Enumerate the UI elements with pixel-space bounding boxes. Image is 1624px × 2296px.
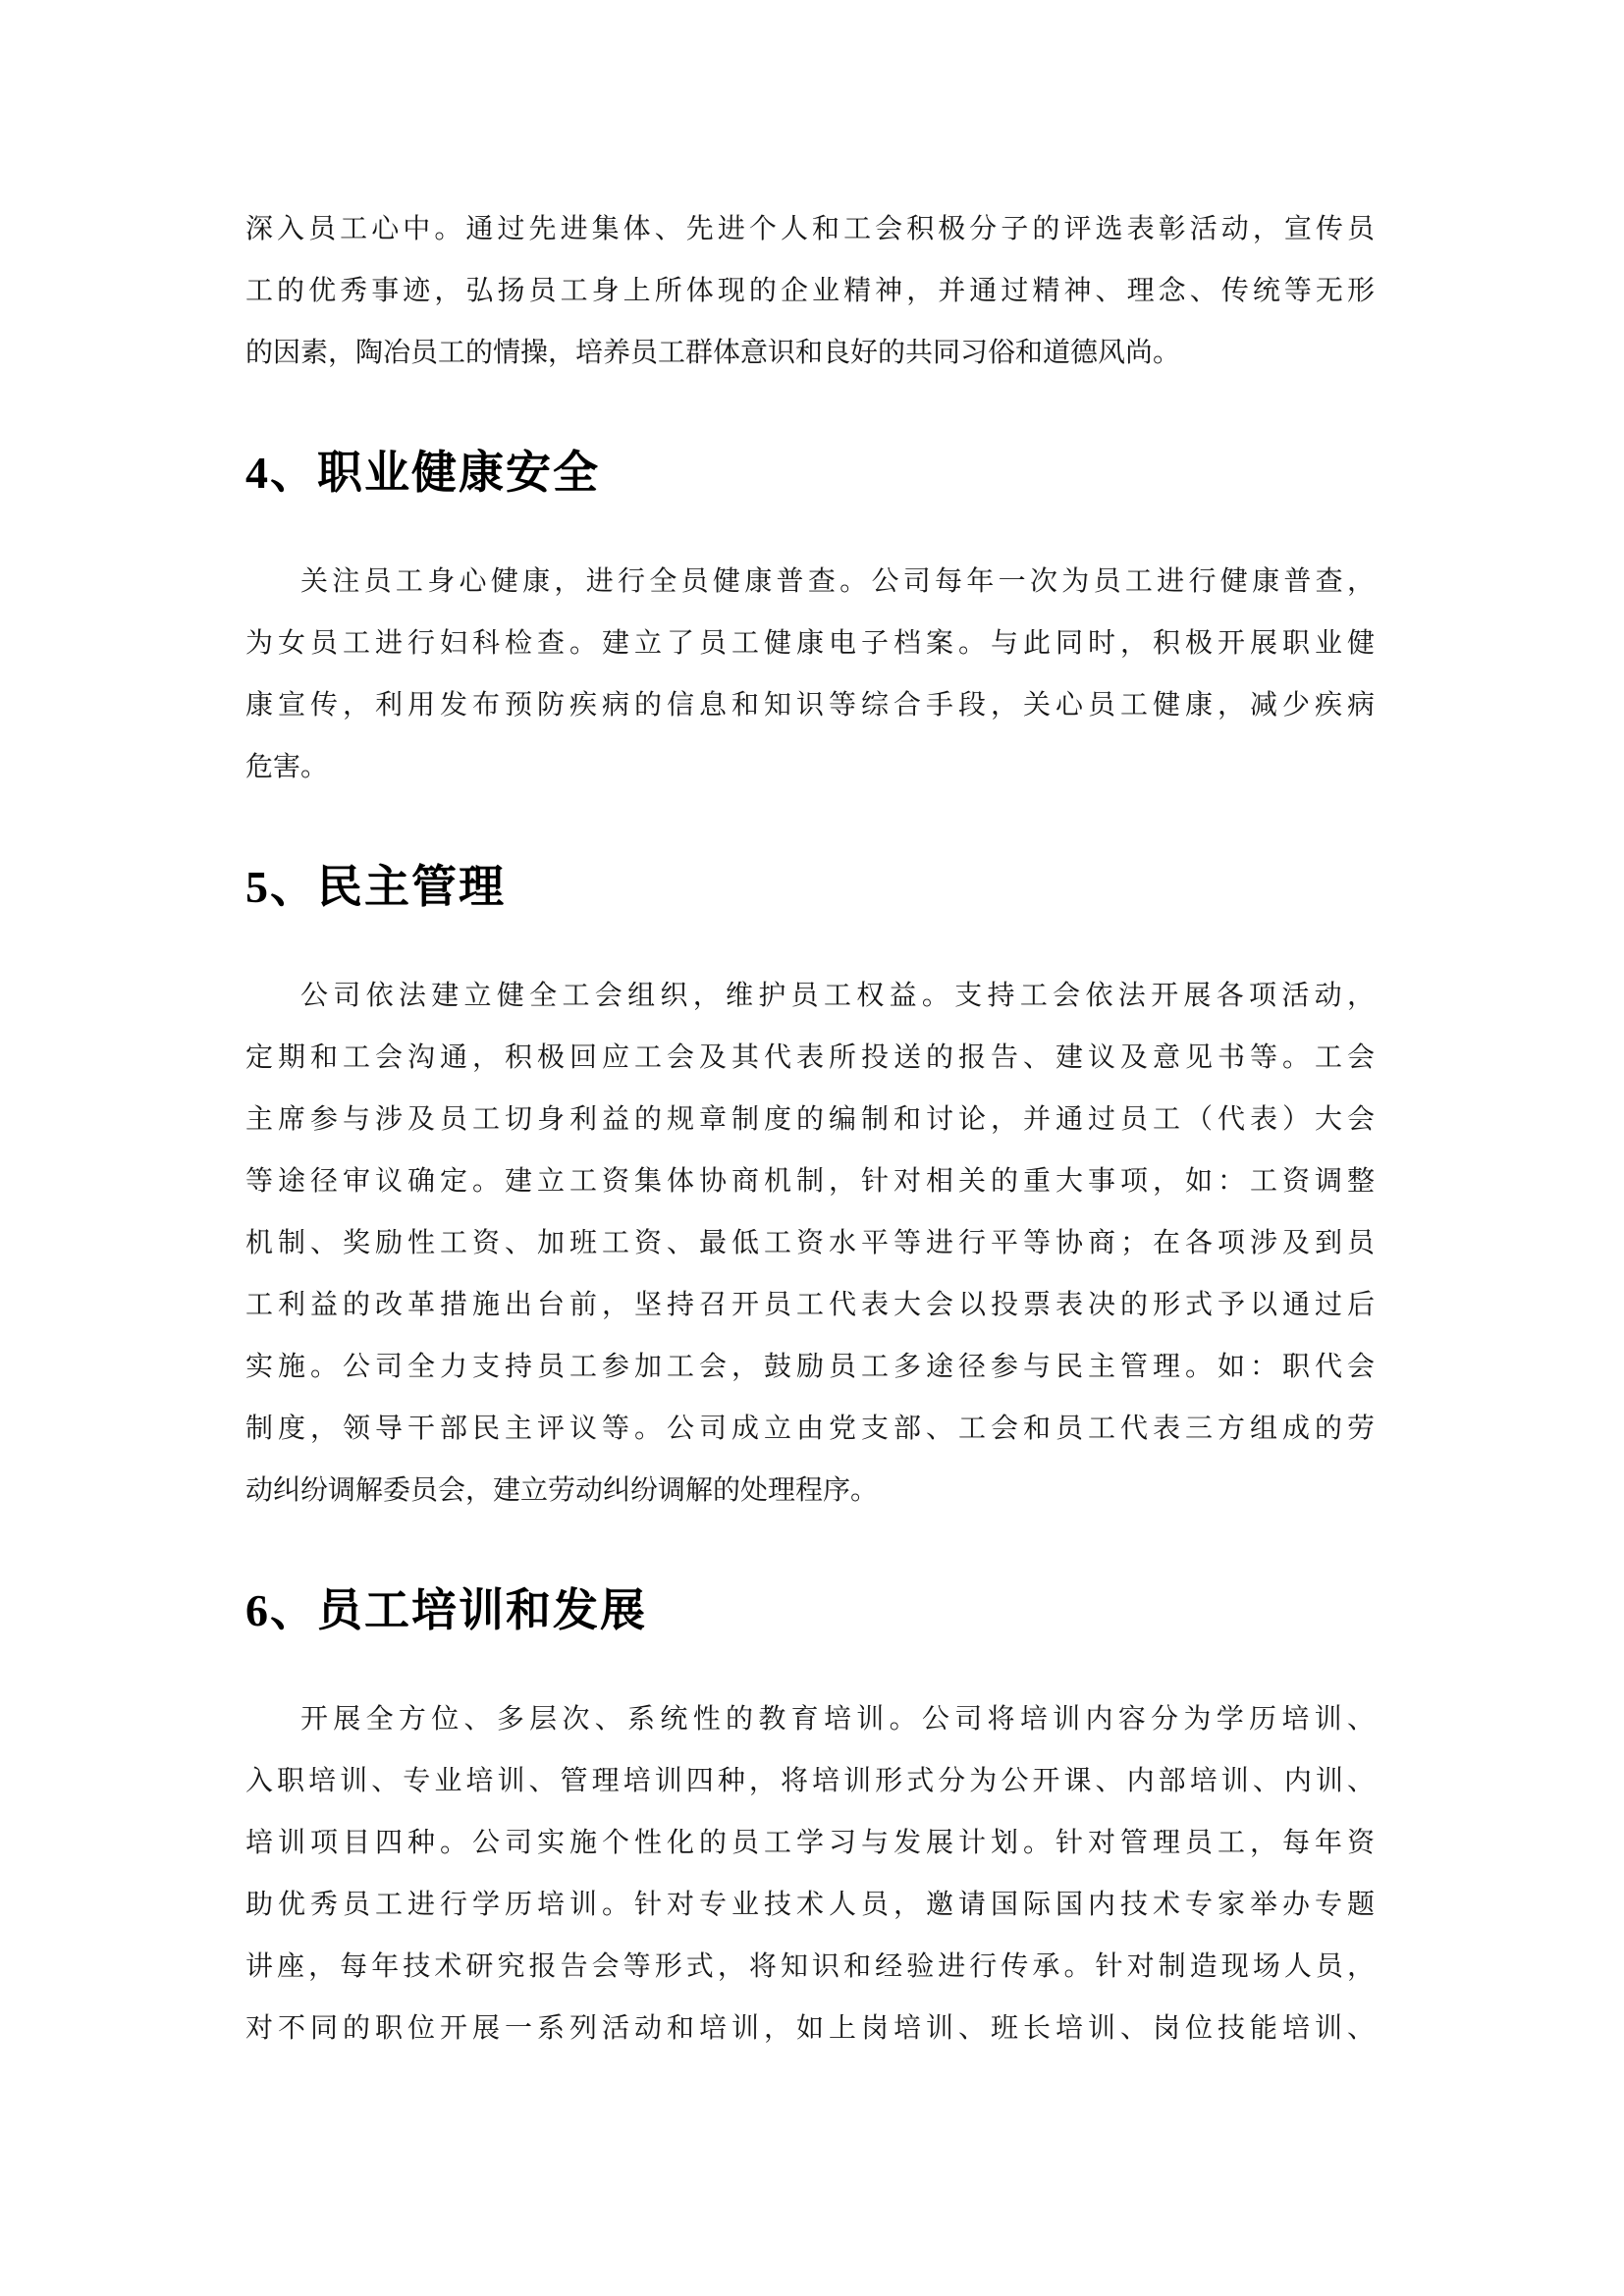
text-line: 动纠纷调解委员会，建立劳动纠纷调解的处理程序。: [245, 1475, 879, 1506]
section-heading-training-development: 6、员工培训和发展: [245, 1585, 647, 1635]
text-line: 讲座，每年技术研究报告会等形式，将知识和经验进行传承。针对制造现场人员，: [245, 1951, 1375, 1982]
text-line: 等途径审议确定。建立工资集体协商机制，针对相关的重大事项，如：工资调整: [245, 1166, 1375, 1197]
text-line: 公司依法建立健全工会组织，维护员工权益。支持工会依法开展各项活动，: [300, 981, 1375, 1011]
section-heading-occupational-health: 4、职业健康安全: [245, 448, 600, 498]
text-line: 关注员工身心健康，进行全员健康普查。公司每年一次为员工进行健康普查，: [300, 566, 1375, 597]
text-line: 为女员工进行妇科检查。建立了员工健康电子档案。与此同时，积极开展职业健: [245, 628, 1375, 659]
paragraph-training-development: [245, 1688, 1375, 2059]
section-heading-democratic-management: 5、民主管理: [245, 862, 506, 912]
text-line: 机制、奖励性工资、加班工资、最低工资水平等进行平等协商；在各项涉及到员: [245, 1228, 1375, 1258]
text-line: 工利益的改革措施出台前，坚持召开员工代表大会以投票表决的形式予以通过后: [245, 1290, 1375, 1320]
text-line: 深入员工心中。通过先进集体、先进个人和工会积极分子的评选表彰活动，宣传员: [245, 214, 1375, 244]
text-line: 主席参与涉及员工切身利益的规章制度的编制和讨论，并通过员工（代表）大会: [245, 1104, 1375, 1135]
text-line: 助优秀员工进行学历培训。针对专业技术人员，邀请国际国内技术专家举办专题: [245, 1890, 1375, 1920]
text-line: 定期和工会沟通，积极回应工会及其代表所投送的报告、建议及意见书等。工会: [245, 1042, 1375, 1073]
text-line: 实施。公司全力支持员工参加工会，鼓励员工多途径参与民主管理。如：职代会: [245, 1352, 1375, 1382]
text-line: 制度，领导干部民主评议等。公司成立由党支部、工会和员工代表三方组成的劳: [245, 1414, 1375, 1444]
text-line: 培训项目四种。公司实施个性化的员工学习与发展计划。针对管理员工，每年资: [245, 1828, 1375, 1858]
text-line: 开展全方位、多层次、系统性的教育培训。公司将培训内容分为学历培训、: [300, 1704, 1375, 1735]
paragraph-occupational-health: [245, 551, 1375, 798]
text-line: 工的优秀事迹，弘扬员工身上所体现的企业精神，并通过精神、理念、传统等无形: [245, 276, 1375, 306]
paragraph-continuation: [245, 198, 1375, 384]
text-line: 的因素，陶冶员工的情操，培养员工群体意识和良好的共同习俗和道德风尚。: [245, 338, 1181, 368]
text-line: 危害。: [245, 752, 329, 782]
text-line: 入职培训、专业培训、管理培训四种，将培训形式分为公开课、内部培训、内训、: [245, 1766, 1375, 1796]
text-line: 对不同的职位开展一系列活动和培训，如上岗培训、班长培训、岗位技能培训、: [245, 2013, 1375, 2044]
text-line: 康宣传，利用发布预防疾病的信息和知识等综合手段，关心员工健康，减少疾病: [245, 690, 1375, 721]
paragraph-democratic-management: [245, 965, 1375, 1522]
